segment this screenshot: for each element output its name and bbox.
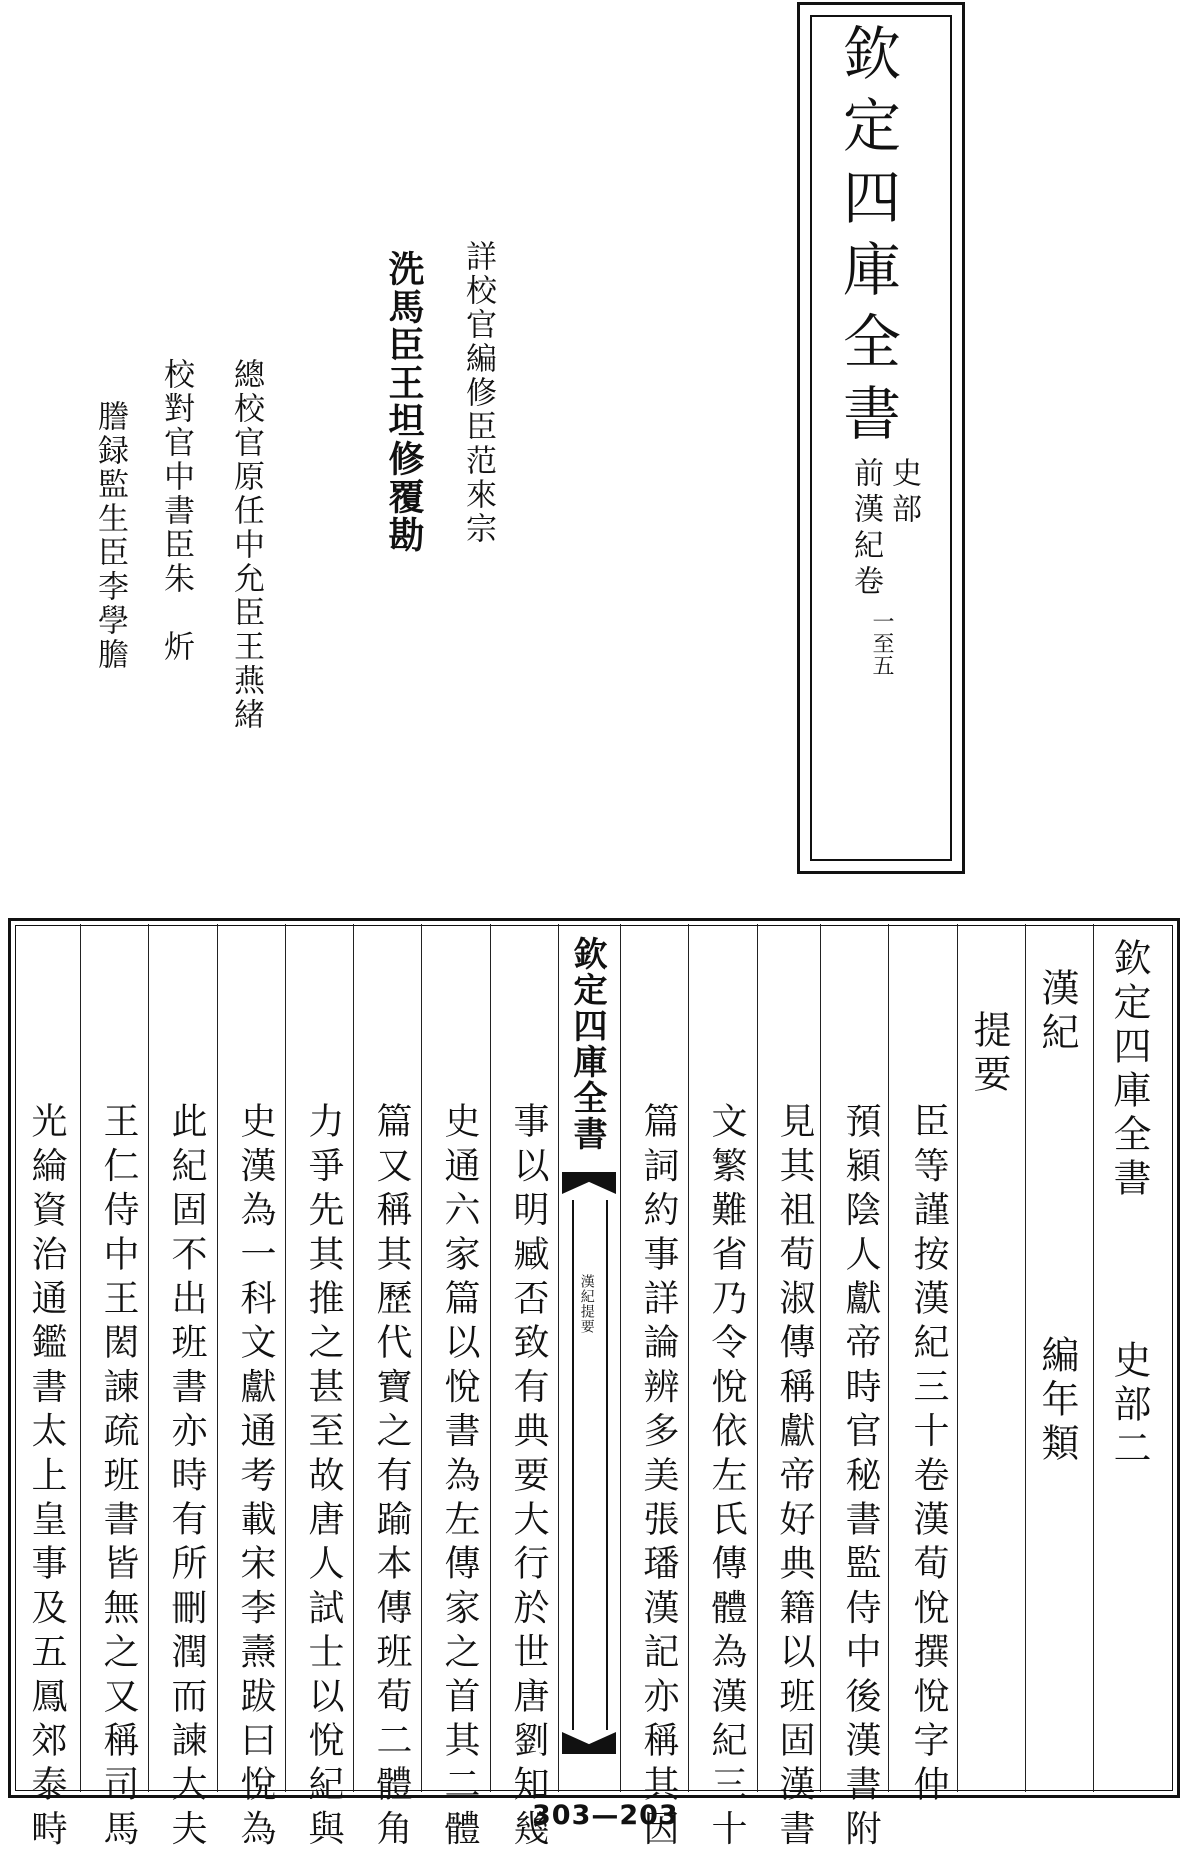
column-rule bbox=[820, 924, 821, 1792]
column-rule bbox=[1093, 924, 1094, 1792]
column-rule bbox=[688, 924, 689, 1792]
text-column: 臣等謹按漢紀三十卷漢荀悅撰悅字仲 bbox=[908, 1102, 949, 1810]
credit-proofreader: 詳校官編修臣范來宗 bbox=[460, 240, 496, 546]
text-column: 王仁侍中王閎諫疏班書皆無之又稱司馬 bbox=[98, 1102, 139, 1853]
page-number: 303—203 bbox=[532, 1800, 679, 1831]
column-rule bbox=[490, 924, 491, 1792]
slip-section: 史部 bbox=[886, 457, 921, 529]
text-column: 力爭先其推之甚至故唐人試士以悅紀與 bbox=[303, 1102, 344, 1853]
slip-volume-range: 一至五 bbox=[869, 610, 894, 676]
title-slip bbox=[797, 2, 965, 874]
category: 編年類 bbox=[1035, 1335, 1079, 1467]
text-column: 此紀固不出班書亦時有所刪潤而諫大夫 bbox=[166, 1102, 207, 1853]
credit-reviewer: 洗馬臣王坦修覆勘 bbox=[383, 250, 425, 554]
section-label: 提要 bbox=[967, 1010, 1011, 1098]
text-column: 預潁陰人獻帝時官秘書監侍中後漢書附 bbox=[840, 1102, 881, 1853]
text-column: 光綸資治通鑑書太上皇事及五鳳郊泰畤 bbox=[26, 1102, 67, 1853]
slip-title: 欽定四庫全書 bbox=[833, 23, 901, 455]
column-rule bbox=[80, 924, 81, 1792]
text-column: 史通六家篇以悅書為左傳家之首其二體 bbox=[439, 1102, 480, 1853]
header-title: 欽定四庫全書 bbox=[1107, 938, 1151, 1202]
text-column: 事以明臧否致有典要大行於世唐劉知幾 bbox=[508, 1102, 549, 1853]
column-rule bbox=[217, 924, 218, 1792]
column-rule bbox=[620, 924, 621, 1792]
text-column: 史漢為一科文獻通考載宋李燾跋曰悅為 bbox=[235, 1102, 276, 1853]
header-section: 史部二 bbox=[1107, 1340, 1151, 1472]
column-rule bbox=[757, 924, 758, 1792]
column-rule bbox=[888, 924, 889, 1792]
text-column: 篇詞約事詳論辨多美張璠漢記亦稱其因 bbox=[638, 1102, 679, 1853]
credit-collator: 校對官中書臣朱 炘 bbox=[158, 358, 194, 664]
fish-tail-bottom bbox=[562, 1732, 616, 1754]
book-name: 漢紀 bbox=[1035, 968, 1079, 1056]
column-rule bbox=[353, 924, 354, 1792]
column-rule bbox=[1025, 924, 1026, 1792]
text-column: 見其祖荀淑傳稱獻帝好典籍以班固漢書 bbox=[774, 1102, 815, 1853]
credit-copyist: 謄録監生臣李學膽 bbox=[92, 400, 128, 672]
column-rule bbox=[285, 924, 286, 1792]
column-rule bbox=[957, 924, 958, 1792]
text-column: 文繁難省乃令悅依左氏傳體為漢紀三十 bbox=[706, 1102, 747, 1853]
center-title: 欽定四庫全書 bbox=[567, 936, 607, 1152]
column-rule bbox=[421, 924, 422, 1792]
slip-book-title: 前漢紀卷 bbox=[848, 457, 883, 601]
column-rule bbox=[148, 924, 149, 1792]
text-column: 篇又稱其歷代寶之有踰本傳班荀二體角 bbox=[371, 1102, 412, 1853]
credit-chief-proofreader: 總校官原任中允臣王燕緒 bbox=[228, 358, 264, 732]
fish-tail-top bbox=[562, 1172, 616, 1194]
center-fold-column bbox=[558, 924, 620, 1790]
center-note: 漢紀提要 bbox=[578, 1274, 595, 1334]
